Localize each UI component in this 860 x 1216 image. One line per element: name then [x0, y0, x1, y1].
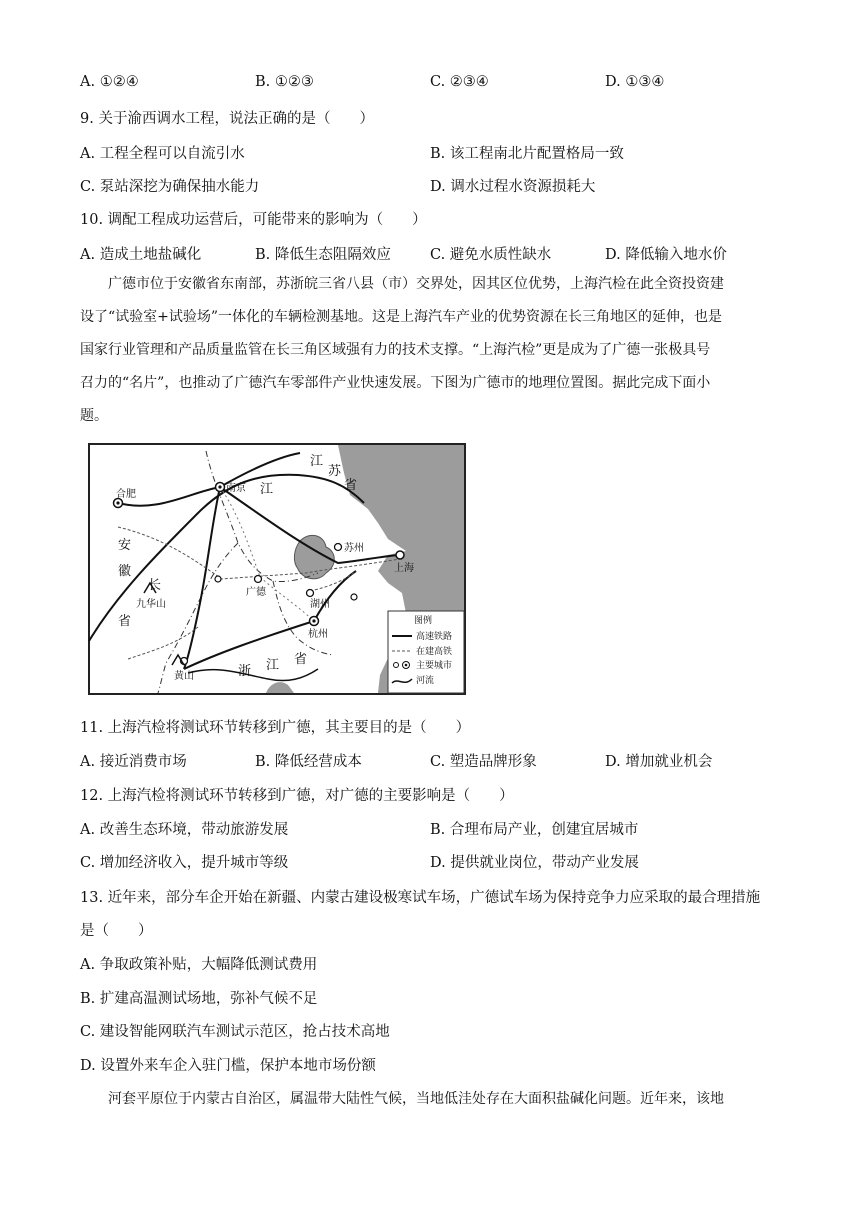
q12-stem: 12. 上海汽检将测试环节转移到广德，对广德的主要影响是（ ） [80, 788, 514, 804]
city-marker-small [351, 594, 357, 600]
q12-options-row2 [80, 851, 780, 872]
passage-line: 召力的“名片”，也推动了广德汽车零部件产业快速发展。下图为广德市的地理位置图。据此完成下面小 [80, 375, 711, 391]
city-marker-nanjing-dot [218, 485, 221, 488]
legend-label: 河流 [416, 676, 435, 686]
river-label: 江 [260, 482, 274, 497]
q11-option-a: A. 接近消费市场 [80, 754, 187, 770]
q13-stem-line1: 13. 近年来，部分车企开始在新疆、内蒙古建设极寒试车场，广德试车场为保持竞争力应采取的最合理措施 [80, 890, 761, 906]
q12-option-d: D. 提供就业岗位，带动产业发展 [430, 855, 639, 871]
city-label-suzhou: 苏州 [344, 543, 364, 554]
q13-option-c: C. 建设智能网联汽车测试示范区，抢占技术高地 [80, 1024, 390, 1040]
q13-option-d: D. 设置外来车企入驻门槛，保护本地市场份额 [80, 1058, 376, 1074]
q9-option-b: B. 该工程南北片配置格局一致 [430, 146, 624, 162]
city-marker-shanghai [396, 551, 404, 559]
q13-option-a: A. 争取政策补贴，大幅降低测试费用 [80, 957, 318, 973]
province-label: 浙 [238, 664, 252, 679]
city-label-nanjing: 南京 [226, 483, 246, 494]
q11-option-c: C. 塑造品牌形象 [430, 754, 537, 770]
q11-options [80, 750, 780, 771]
q10-stem: 10. 调配工程成功运营后，可能带来的影响为（ ） [80, 212, 427, 228]
legend-title: 图例 [414, 616, 433, 626]
q13-stem-line2: 是（ ） [80, 923, 153, 939]
q9-options-row1 [80, 142, 780, 163]
province-label: 江 [266, 658, 280, 673]
city-label-huzhou: 湖州 [310, 599, 330, 610]
mountain-label-jiuhuashan: 九华山 [136, 599, 166, 610]
legend-label: 在建高铁 [416, 647, 453, 657]
city-label-guangde: 广德 [246, 587, 266, 598]
legend-label: 高速铁路 [416, 632, 453, 642]
city-marker-hefei-dot [116, 501, 119, 504]
q12-options-row1 [80, 818, 780, 839]
province-label: 江 [310, 454, 324, 469]
passage-line: 国家行业管理和产品质量监管在长三角区域强有力的技术支撑。“上海汽检”更是成为了广德一张极具号 [80, 342, 711, 358]
city-label-huangshan: 黄山 [174, 671, 194, 682]
q10-options [80, 243, 780, 264]
passage-hetao-line1: 河套平原位于内蒙古自治区，属温带大陆性气候，当地低洼处存在大面积盐碱化问题。近年来，该地 [108, 1091, 724, 1107]
city-label-shanghai: 上海 [394, 563, 414, 574]
q10-option-a: A. 造成土地盐碱化 [80, 247, 202, 263]
q10-option-d: D. 降低输入地水价 [605, 247, 727, 263]
q8-option-c: C. ②③④ [430, 74, 489, 90]
city-label-hangzhou: 杭州 [308, 629, 328, 640]
guangde-location-map [88, 443, 466, 695]
q12-option-a: A. 改善生态环境，带动旅游发展 [80, 822, 289, 838]
legend-swatch-city-dot [405, 664, 408, 667]
q11-option-d: D. 增加就业机会 [605, 754, 713, 770]
q12-option-c: C. 增加经济收入，提升城市等级 [80, 855, 289, 871]
city-marker-huzhou [307, 590, 314, 597]
province-label: 苏 [328, 464, 342, 479]
city-marker-hangzhou-dot [312, 619, 315, 622]
passage-line: 广德市位于安徽省东南部，苏浙皖三省八县（市）交界处，因其区位优势，上海汽检在此全资投资建 [108, 276, 724, 292]
q9-option-d: D. 调水过程水资源损耗大 [430, 179, 596, 195]
city-marker-guangde [255, 576, 262, 583]
q11-option-b: B. 降低经营成本 [255, 754, 362, 770]
q8-option-b: B. ①②③ [255, 74, 314, 90]
province-label: 省 [118, 614, 132, 629]
city-label-hefei: 合肥 [116, 489, 136, 500]
q9-option-c: C. 泵站深挖为确保抽水能力 [80, 179, 260, 195]
passage-line: 题。 [80, 408, 108, 424]
passage-guangde [80, 268, 770, 433]
river-label: 长 [148, 578, 162, 593]
province-label: 安 [118, 538, 132, 553]
q12-option-b: B. 合理布局产业，创建宜居城市 [430, 822, 639, 838]
q9-option-a: A. 工程全程可以自流引水 [80, 146, 245, 162]
city-marker-suzhou [335, 544, 342, 551]
legend-label: 主要城市 [416, 661, 453, 671]
q10-option-b: B. 降低生态阻隔效应 [255, 247, 391, 263]
q8-option-a: A. ①②④ [80, 74, 139, 90]
q10-option-c: C. 避免水质性缺水 [430, 247, 552, 263]
q8-options [80, 74, 780, 90]
province-label: 徽 [118, 564, 132, 579]
province-label: 省 [294, 652, 308, 667]
q13-option-b: B. 扩建高温测试场地，弥补气候不足 [80, 991, 318, 1007]
q9-options-row2 [80, 175, 780, 196]
q8-option-d: D. ①③④ [605, 74, 665, 90]
legend-swatch-city [394, 663, 399, 668]
city-marker-small [215, 576, 221, 582]
q9-stem: 9. 关于渝西调水工程，说法正确的是（ ） [80, 111, 374, 127]
passage-line: 设了“试验室+试验场”一体化的车辆检测基地。这是上海汽车产业的优势资源在长三角地区的延伸，也是 [80, 309, 723, 325]
q11-stem: 11. 上海汽检将测试环节转移到广德，其主要目的是（ ） [80, 720, 471, 736]
province-label: 省 [344, 478, 358, 493]
